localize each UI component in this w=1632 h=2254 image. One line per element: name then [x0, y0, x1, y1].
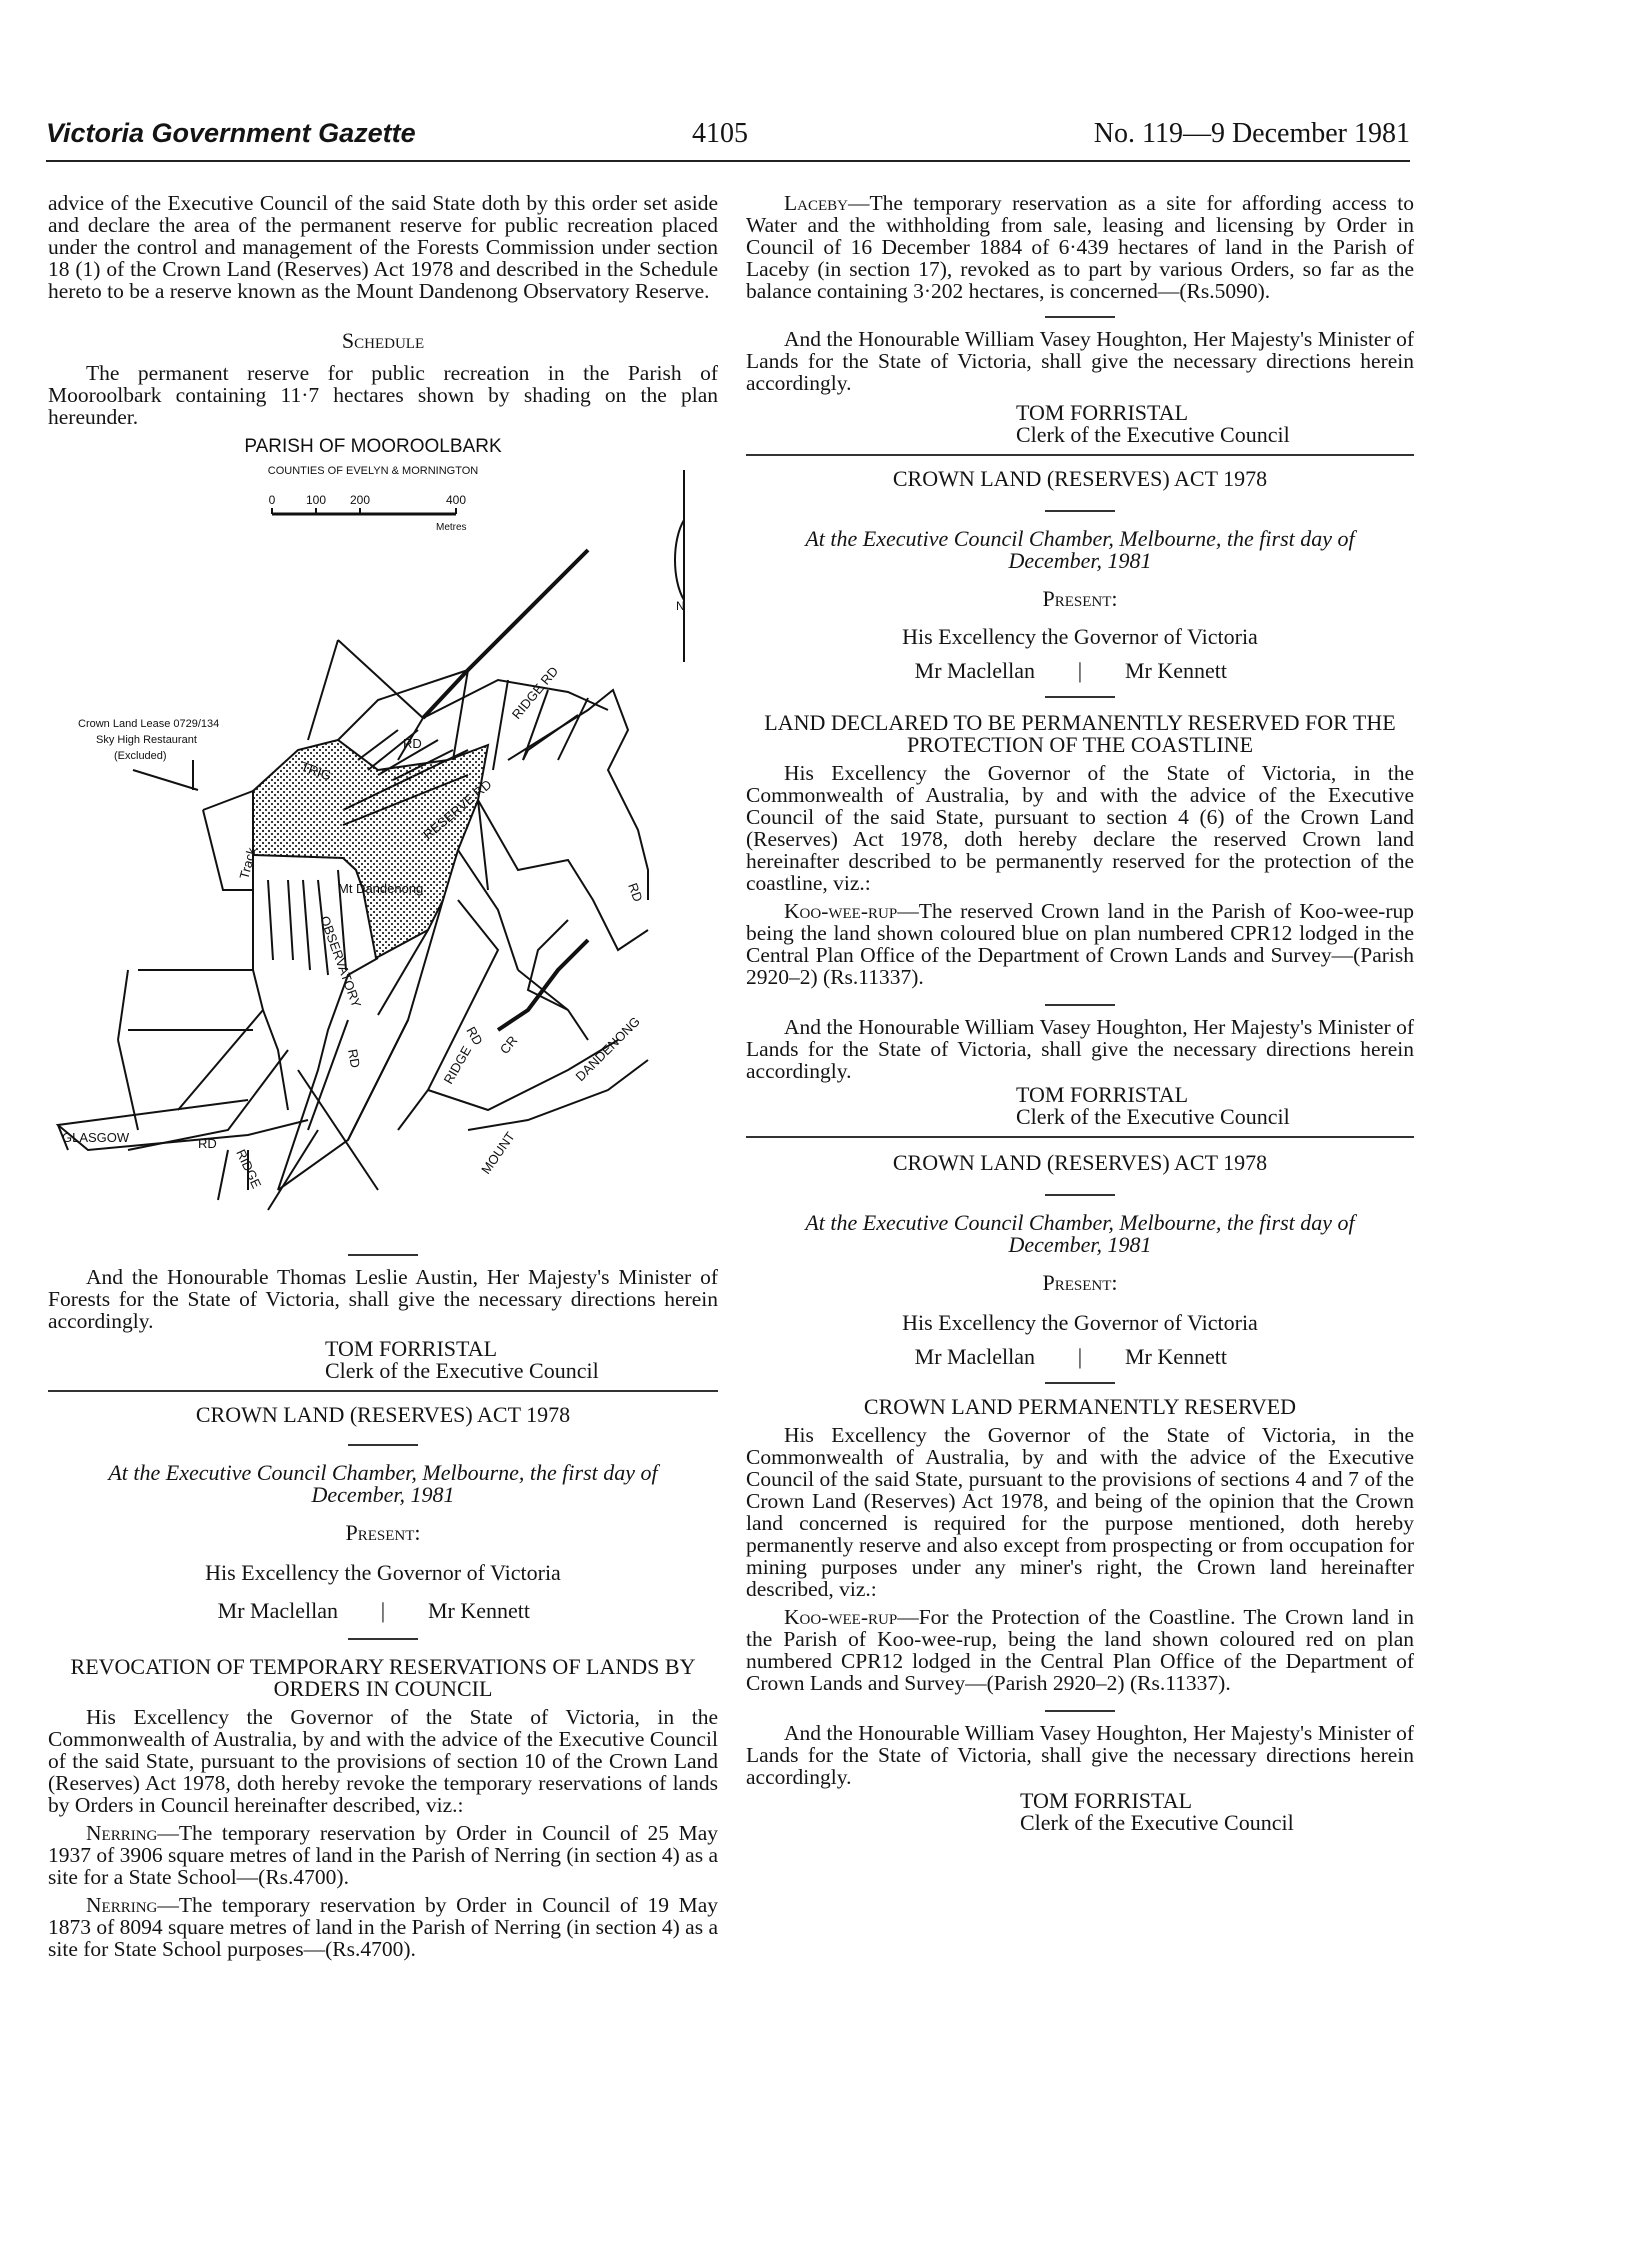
- gazette-title: Victoria Government Gazette: [46, 118, 416, 148]
- road-label-rd: RD: [403, 736, 422, 751]
- nerring-text-1: —The temporary reservation by Order in Council of 25 May 1937 of 3906 square metres of land in the Parish of Nerring (in section 4) as a site for a State School—(Rs.4700).: [48, 1821, 718, 1889]
- present-label: Present:: [345, 1520, 421, 1545]
- section-rule: [746, 454, 1414, 456]
- short-rule: [1045, 1194, 1115, 1196]
- parish-map: [48, 430, 718, 1240]
- revocation-title: REVOCATION OF TEMPORARY RESERVATIONS OF LANDS BY ORDERS IN COUNCIL: [70, 1654, 696, 1701]
- scale-tick: 100: [305, 493, 327, 507]
- signature-title: Clerk of the Executive Council: [1020, 1810, 1294, 1835]
- road-label-trig: TRIG: [298, 758, 334, 784]
- right-column: [746, 192, 1414, 1834]
- short-rule: [348, 1444, 418, 1446]
- road-label-ridge: RIDGE: [440, 1043, 475, 1087]
- signature-block: [325, 1338, 718, 1382]
- place-label: Mt Dandenong: [338, 881, 424, 896]
- scale-bar: [269, 493, 467, 533]
- present-label: Present:: [1042, 586, 1118, 611]
- signature-title: Clerk of the Executive Council: [1016, 1104, 1290, 1129]
- short-rule: [1045, 1382, 1115, 1384]
- road-label-observatory: OBSERVATORY: [317, 913, 365, 1010]
- koo-wee-rup-item-2: [746, 1606, 1414, 1694]
- map-linework: [58, 550, 648, 1210]
- section-rule: [746, 1136, 1414, 1138]
- road-label-glasgow: GLASGOW: [62, 1130, 130, 1145]
- act-heading: CROWN LAND (RESERVES) ACT 1978: [892, 1150, 1268, 1175]
- short-rule: [1045, 1004, 1115, 1006]
- scale-unit: Metres: [436, 522, 467, 533]
- road-label-rd: RD: [198, 1136, 217, 1151]
- signature-title: Clerk of the Executive Council: [325, 1358, 599, 1383]
- road-label-mount: MOUNT: [478, 1129, 518, 1177]
- present-members: [746, 658, 1414, 684]
- member-maclellan: Mr Maclellan: [217, 1598, 338, 1623]
- short-rule: [348, 1638, 418, 1640]
- nerring-item-1: [48, 1822, 718, 1888]
- road-label-reserve-rd: RESERVE RD: [420, 776, 495, 843]
- scale-tick: 400: [445, 493, 467, 507]
- minister-paragraph: And the Honourable William Vasey Houghton, Her Majesty's Minister of Lands for the State of Victoria, shall give the necessary directions herein accordingly.: [746, 327, 1414, 395]
- schedule-text: The permanent reserve for public recreation in the Parish of Mooroolbark containing 11·7 hectares shown by shading on the plan hereunder.: [48, 361, 718, 429]
- chamber-line: At the Executive Council Chamber, Melbourne, the first day of December, 1981: [805, 1210, 1355, 1257]
- signature-block: [1020, 1790, 1414, 1834]
- reserve-shading: [253, 740, 488, 958]
- chamber-line: At the Executive Council Chamber, Melbourne, the first day of December, 1981: [805, 526, 1355, 573]
- koo-wee-rup-text-2: —For the Protection of the Coastline. The Crown land in the Parish of Koo-wee-rup, being the land shown coloured red on plan numbered CPR12 lodged in the Central Plan Office of the Department of Crown Lands and Survey—(Parish 2920–2) (Rs.11337).: [746, 1605, 1414, 1695]
- road-label-dandenong: DANDENONG: [572, 1013, 643, 1085]
- member-separator: |: [380, 1598, 386, 1623]
- scale-tick: 0: [268, 493, 276, 507]
- laceby-item: [746, 192, 1414, 302]
- governor-line: His Excellency the Governor of Victoria: [205, 1560, 561, 1585]
- coastline-title: LAND DECLARED TO BE PERMANENTLY RESERVED FOR THE PROTECTION OF THE COASTLINE: [764, 710, 1396, 757]
- member-separator: |: [1077, 1344, 1083, 1369]
- member-kennett: Mr Kennett: [1125, 1344, 1228, 1369]
- intro-paragraph: advice of the Executive Council of the said State doth by this order set aside and declare the area of the permanent reserve for public recreation placed under the control and management of the Forests Commission under section 18 (1) of the Crown Land (Reserves) Act 1978 and described in the Schedule hereto to be a reserve known as the Mount Dandenong Observatory Reserve.: [48, 191, 718, 303]
- road-label-track: Track: [236, 845, 260, 881]
- left-column: [48, 192, 718, 1960]
- present-members: [48, 1598, 718, 1624]
- minister-paragraph: And the Honourable Thomas Leslie Austin, Her Majesty's Minister of Forests for the State of Victoria, shall give the necessary directions herein accordingly.: [48, 1265, 718, 1333]
- member-kennett: Mr Kennett: [1125, 658, 1228, 683]
- koo-wee-rup-item-1: [746, 900, 1414, 988]
- act-heading: CROWN LAND (RESERVES) ACT 1978: [195, 1402, 571, 1427]
- laceby-text: —The temporary reservation as a site for affording access to Water and the withholding from sale, leasing and licensing by Order in Council of 16 December 1884 of 6·439 hectares of land in the Parish of Laceby (in section 17), revoked as to part by various Orders, so far as the balance containing 3·202 hectares, is concerned—(Rs.5090).: [746, 191, 1414, 303]
- section-rule: [48, 1390, 718, 1392]
- member-separator: |: [1077, 658, 1083, 683]
- north-arrow: [675, 470, 685, 662]
- road-label-rd: RD: [463, 1024, 486, 1048]
- road-label-ridge: RIDGE: [233, 1146, 265, 1191]
- signature-block: [1016, 402, 1414, 446]
- minister-paragraph: And the Honourable William Vasey Houghton, Her Majesty's Minister of Lands for the State of Victoria, shall give the necessary directions herein accordingly.: [746, 1721, 1414, 1789]
- short-rule: [1045, 510, 1115, 512]
- signature-name: TOM FORRISTAL: [1016, 400, 1189, 425]
- short-rule: [1045, 1710, 1115, 1712]
- revocation-text: His Excellency the Governor of the State of Victoria, in the Commonwealth of Australia, by and with the advice of the Executive Council of the said State, pursuant to the provisions of section 10 of the Crown Land (Reserves) Act 1978, doth hereby revoke the temporary reservations of lands by Orders in Council hereinafter described, viz.:: [48, 1705, 718, 1817]
- coastline-body: His Excellency the Governor of the State of Victoria, in the Commonwealth of Australia, by and with the advice of the Executive Council of the said State, pursuant to section 4 (6) of the Crown Land (Reserves) Act 1978, doth hereby declare the reserved Crown land hereinafter described to be permanently reserved for the protection of the coastline, viz.:: [746, 761, 1414, 895]
- permanent-body: His Excellency the Governor of the State of Victoria, in the Commonwealth of Australia, by and with the advice of the Executive Council of the said State, pursuant to the provisions of sections 4 and 7 of the Crown Land (Reserves) Act 1978, and being of the opinion that the Crown land concerned is required for the purpose mentioned, doth hereby permanently reserve and also except from prospecting or from occupation for mining purposes under any miner's right, the Crown land hereinafter described, viz.:: [746, 1423, 1414, 1601]
- short-rule: [348, 1254, 418, 1256]
- laceby-label: Laceby: [784, 191, 848, 215]
- member-kennett: Mr Kennett: [428, 1598, 531, 1623]
- page-header: [46, 118, 1410, 162]
- lease-label-2: Sky High Restaurant: [96, 734, 197, 746]
- act-heading: CROWN LAND (RESERVES) ACT 1978: [892, 466, 1268, 491]
- short-rule: [1045, 696, 1115, 698]
- lease-label-3: (Excluded): [114, 750, 167, 762]
- member-maclellan: Mr Maclellan: [914, 1344, 1035, 1369]
- governor-line: His Excellency the Governor of Victoria: [902, 1310, 1258, 1335]
- chamber-line: At the Executive Council Chamber, Melbourne, the first day of December, 1981: [108, 1460, 658, 1507]
- lease-label-1: Crown Land Lease 0729/134: [78, 718, 220, 730]
- signature-name: TOM FORRISTAL: [325, 1336, 498, 1361]
- minister-paragraph: And the Honourable William Vasey Houghton, Her Majesty's Minister of Lands for the State of Victoria, shall give the necessary directions herein accordingly.: [746, 1015, 1414, 1083]
- north-label: N: [676, 599, 685, 613]
- nerring-item-2: [48, 1894, 718, 1960]
- road-label-ridge-rd: RIDGE RD: [508, 663, 562, 722]
- revocation-body: [48, 1706, 718, 1816]
- road-label-cr: CR: [496, 1032, 521, 1057]
- signature-name: TOM FORRISTAL: [1020, 1788, 1193, 1813]
- map-title: PARISH OF MOOROOLBARK: [244, 436, 502, 457]
- governor-line: His Excellency the Governor of Victoria: [902, 624, 1258, 649]
- koo-wee-rup-text-1: —The reserved Crown land in the Parish of Koo-wee-rup being the land shown coloured blue on plan numbered CPR12 lodged in the Central Plan Office of the Department of Crown Lands and Survey—(Parish 2920–2) (Rs.11337).: [746, 899, 1414, 989]
- issue-number: No. 119—9 December 1981: [1093, 118, 1410, 149]
- short-rule: [1045, 316, 1115, 318]
- koo-wee-rup-label: Koo-wee-rup: [784, 899, 898, 923]
- road-label-rd: RD: [625, 880, 646, 904]
- permanent-title: CROWN LAND PERMANENTLY RESERVED: [863, 1394, 1297, 1419]
- map-subtitle: COUNTIES OF EVELYN & MORNINGTON: [267, 465, 479, 477]
- signature-name: TOM FORRISTAL: [1016, 1082, 1189, 1107]
- member-maclellan: Mr Maclellan: [914, 658, 1035, 683]
- present-label: Present:: [1042, 1270, 1118, 1295]
- present-members: [746, 1344, 1414, 1370]
- road-label-rd: RD: [345, 1047, 364, 1070]
- koo-wee-rup-label: Koo-wee-rup: [784, 1605, 898, 1629]
- schedule-heading: Schedule: [341, 328, 425, 353]
- nerring-text-2: —The temporary reservation by Order in Council of 19 May 1873 of 8094 square metres of land in the Parish of Nerring (in section 4) as a site for State School purposes—(Rs.4700).: [48, 1893, 718, 1961]
- page-number: 4105: [692, 118, 748, 149]
- scale-tick: 200: [349, 493, 371, 507]
- nerring-label: Nerring: [86, 1893, 158, 1917]
- signature-block: [1016, 1084, 1414, 1128]
- signature-title: Clerk of the Executive Council: [1016, 422, 1290, 447]
- nerring-label: Nerring: [86, 1821, 158, 1845]
